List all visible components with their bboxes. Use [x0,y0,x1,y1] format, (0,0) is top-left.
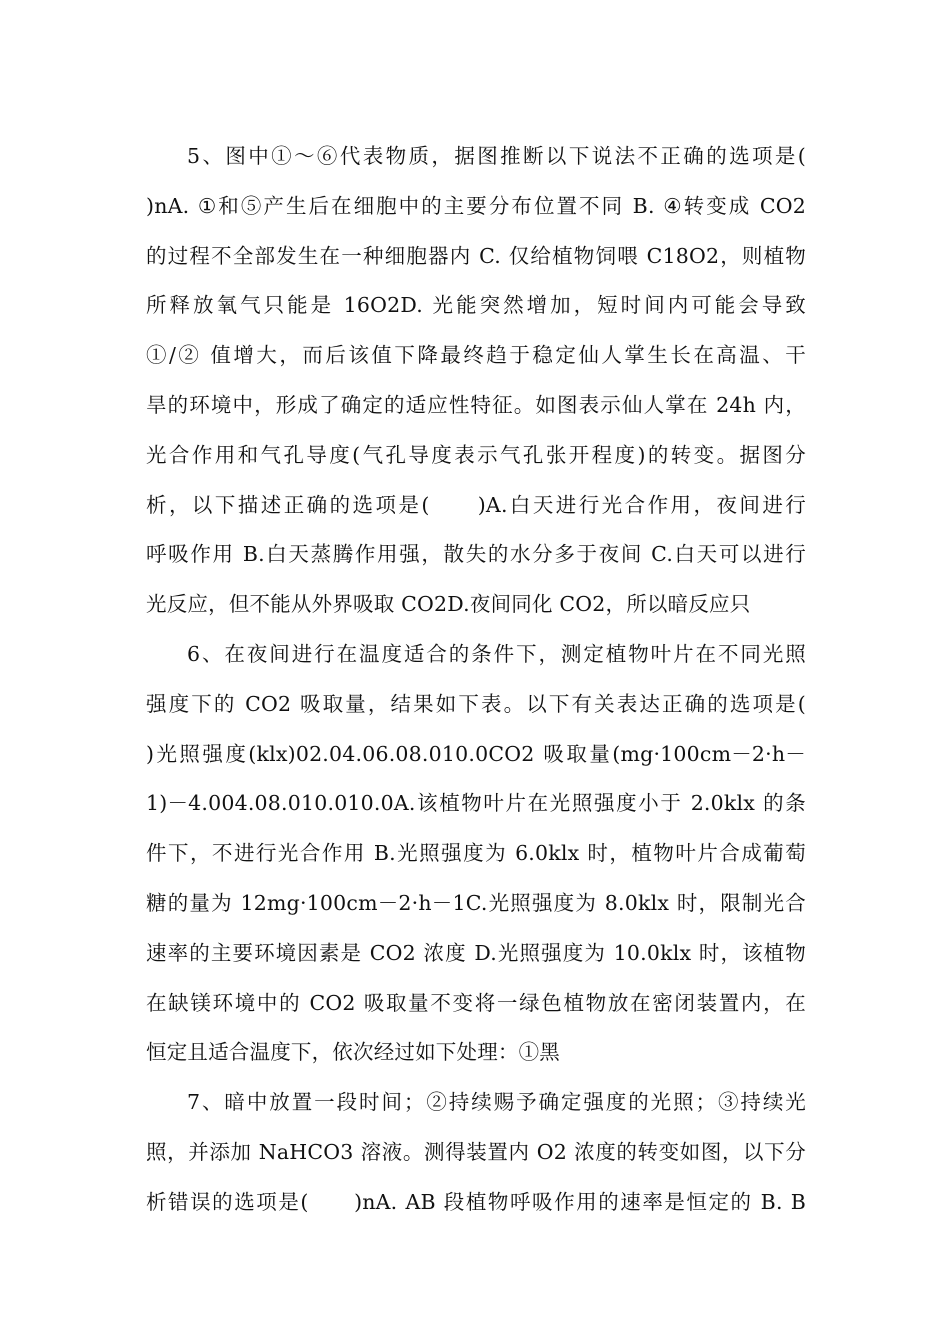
text-line: 强度下的 CO2 吸取量，结果如下表。以下有关表达正确的选项是( [146,691,806,716]
text-line: 析错误的选项是( )nA. AB 段植物呼吸作用的速率是恒定的 B. B [146,1189,806,1214]
text-line: 恒定且适合温度下，依次经过如下处理：①黑 [146,1040,560,1065]
text-line: 5、图中①～⑥代表物质，据图推断以下说法不正确的选项是( [187,144,806,168]
text-line: 照，并添加 NaHCO3 溶液。测得装置内 O2 浓度的转变如图，以下分 [146,1139,806,1164]
text-line: 光合作用和气孔导度(气孔导度表示气孔张开程度)的转变。据图分 [146,442,806,467]
text-line: ①/② 值增大，而后该值下降最终趋于稳定仙人掌生长在高温、干 [146,343,806,368]
text-line: )光照强度(klx)02.04.06.08.010.0CO2 吸取量(mg·100cm－2·h－ [146,741,806,766]
text-line: 析，以下描述正确的选项是( )A.白天进行光合作用，夜间进行 [146,492,806,517]
text-line: 糖的量为 12mg·100cm－2·h－1C.光照强度为 8.0klx 时，限制光合 [146,890,806,915]
text-line: 所释放氧气只能是 16O2D. 光能突然增加，短时间内可能会导致 [146,293,806,318]
text-line: )nA. ①和⑤产生后在细胞中的主要分布位置不同 B. ④转变成 CO2 [146,193,806,218]
text-line: 7、暗中放置一段时间；②持续赐予确定强度的光照；③持续光 [187,1090,806,1115]
text-line: 在缺镁环境中的 CO2 吸取量不变将一绿色植物放在密闭装置内，在 [146,990,806,1015]
text-line: 的过程不全部发生在一种细胞器内 C. 仅给植物饲喂 C18O2，则植物 [146,243,806,268]
text-line: 速率的主要环境因素是 CO2 浓度 D.光照强度为 10.0klx 时，该植物 [146,940,806,965]
text-line: 光反应，但不能从外界吸取 CO2D.夜间同化 CO2，所以暗反应只 [146,592,751,617]
text-line: 1)－4.004.08.010.010.0A.该植物叶片在光照强度小于 2.0klx 的条 [146,791,806,816]
text-line: 6、在夜间进行在温度适合的条件下，测定植物叶片在不同光照 [187,641,806,666]
text-line: 件下，不进行光合作用 B.光照强度为 6.0klx 时，植物叶片合成葡萄 [146,841,806,866]
document-body [146,132,806,1228]
text-line: 呼吸作用 B.白天蒸腾作用强，散失的水分多于夜间 C.白天可以进行 [146,542,806,567]
text-line: 旱的环境中，形成了确定的适应性特征。如图表示仙人掌在 24h 内， [146,392,806,417]
